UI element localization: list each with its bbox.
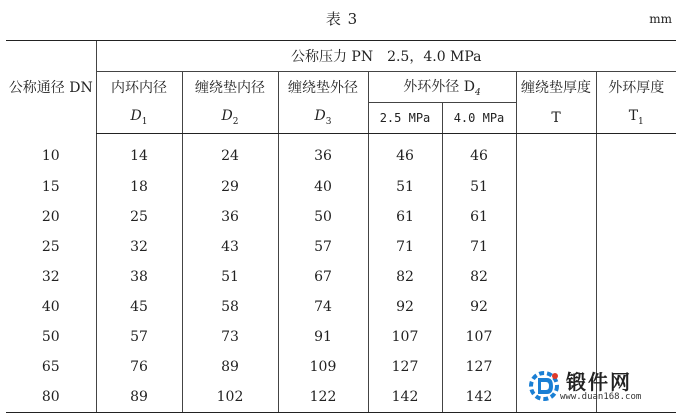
cell-d4-2-5: 46 <box>368 134 442 173</box>
cell-dn: 80 <box>6 382 96 413</box>
cell-d4-2-5: 82 <box>368 262 442 292</box>
cell-d3: 57 <box>278 232 368 262</box>
cell-t <box>516 232 596 262</box>
header-outer-ring-od: 外环外径 $D_4$ <box>368 72 516 103</box>
table-caption: 表 3 <box>325 10 359 28</box>
cell-dn: 20 <box>41 209 60 225</box>
table-row <box>6 262 676 292</box>
header-winding-od: 缠绕垫外径 <box>278 72 368 103</box>
cell-d1: 14 <box>96 134 182 173</box>
symbol-d3: $D_3$ <box>278 103 368 134</box>
symbol-d1: $D_1$ <box>96 103 182 134</box>
cell-t1 <box>596 134 676 173</box>
table-row <box>6 134 676 173</box>
cell-d3: 50 <box>278 202 368 232</box>
cell-d4-4-0: 51 <box>442 172 516 202</box>
cell-d3: 91 <box>278 322 368 352</box>
table-row <box>6 292 676 322</box>
table-row <box>6 322 676 352</box>
cell-t <box>516 172 596 202</box>
cell-dn: 10 <box>41 147 60 164</box>
cell-d1: 45 <box>96 292 182 322</box>
cell-d2: 73 <box>182 322 278 352</box>
header-dn: 公称通径 DN <box>6 41 96 134</box>
cell-t1 <box>596 172 676 202</box>
cell-d1: 25 <box>96 202 182 232</box>
cell-d2: 102 <box>182 382 278 413</box>
cell-d1: 76 <box>96 352 182 382</box>
cell-d3: 36 <box>278 134 368 173</box>
cell-d3: 109 <box>278 352 368 382</box>
cell-d1: 57 <box>96 322 182 352</box>
header-inner-ring-id: 内环内径 <box>96 72 182 103</box>
cell-d2: 29 <box>182 172 278 202</box>
cell-dn: 25 <box>41 239 60 255</box>
cell-t1 <box>596 262 676 292</box>
header-outer-thickness: 外环厚度 <box>596 72 676 103</box>
cell-d4-2-5: 107 <box>368 322 442 352</box>
cell-d4-4-0: 61 <box>442 202 516 232</box>
cell-dn: 50 <box>41 329 60 345</box>
cell-d4-4-0: 142 <box>442 382 516 413</box>
cell-d1: 38 <box>96 262 182 292</box>
cell-d4-2-5: 71 <box>368 232 442 262</box>
gear-logo-icon <box>526 368 562 404</box>
cell-d2: 36 <box>182 202 278 232</box>
cell-t1 <box>596 292 676 322</box>
cell-d4-2-5: 51 <box>368 172 442 202</box>
cell-t1 <box>596 232 676 262</box>
table-row <box>6 172 676 202</box>
header-pressure-4-0: 4.0 MPa <box>442 103 516 134</box>
cell-d2: 24 <box>182 134 278 173</box>
cell-d3: 74 <box>278 292 368 322</box>
symbol-t: T <box>516 103 596 134</box>
cell-d4-4-0: 71 <box>442 232 516 262</box>
cell-d4-2-5: 127 <box>368 352 442 382</box>
gasket-dimension-table <box>6 40 676 413</box>
cell-dn: 65 <box>41 359 60 375</box>
cell-t <box>516 134 596 173</box>
watermark-brand: 锻件网 <box>566 370 632 394</box>
header-winding-thickness: 缠绕垫厚度 <box>516 72 596 103</box>
cell-dn: 32 <box>41 269 60 285</box>
cell-d2: 58 <box>182 292 278 322</box>
cell-d2: 51 <box>182 262 278 292</box>
unit-label: mm <box>649 12 672 26</box>
cell-d4-2-5: 61 <box>368 202 442 232</box>
cell-t <box>516 202 596 232</box>
cell-t1 <box>596 202 676 232</box>
header-pressure-2-5: 2.5 MPa <box>368 103 442 134</box>
cell-d4-4-0: 92 <box>442 292 516 322</box>
cell-t <box>516 292 596 322</box>
cell-d2: 89 <box>182 352 278 382</box>
header-winding-id: 缠绕垫内径 <box>182 72 278 103</box>
cell-dn: 40 <box>41 299 60 315</box>
cell-d4-4-0: 82 <box>442 262 516 292</box>
header-pressure-group: 公称压力 PN 2.5，4.0 MPa <box>96 41 676 72</box>
cell-d4-4-0: 107 <box>442 322 516 352</box>
symbol-t1: $T_1$ <box>596 103 676 134</box>
cell-dn: 15 <box>41 179 60 195</box>
table-row <box>6 202 676 232</box>
cell-d1: 18 <box>96 172 182 202</box>
cell-t <box>516 322 596 352</box>
watermark-logo <box>526 366 676 406</box>
cell-d4-4-0: 127 <box>442 352 516 382</box>
cell-t1 <box>596 322 676 352</box>
table-row <box>6 232 676 262</box>
cell-d4-2-5: 142 <box>368 382 442 413</box>
cell-t <box>516 262 596 292</box>
cell-d3: 122 <box>278 382 368 413</box>
symbol-d2: $D_2$ <box>182 103 278 134</box>
watermark-url: www.duan168.com <box>560 392 642 402</box>
cell-d1: 32 <box>96 232 182 262</box>
cell-d3: 40 <box>278 172 368 202</box>
cell-d4-4-0: 46 <box>442 134 516 173</box>
cell-d4-2-5: 92 <box>368 292 442 322</box>
cell-d3: 67 <box>278 262 368 292</box>
cell-d2: 43 <box>182 232 278 262</box>
cell-d1: 89 <box>96 382 182 413</box>
